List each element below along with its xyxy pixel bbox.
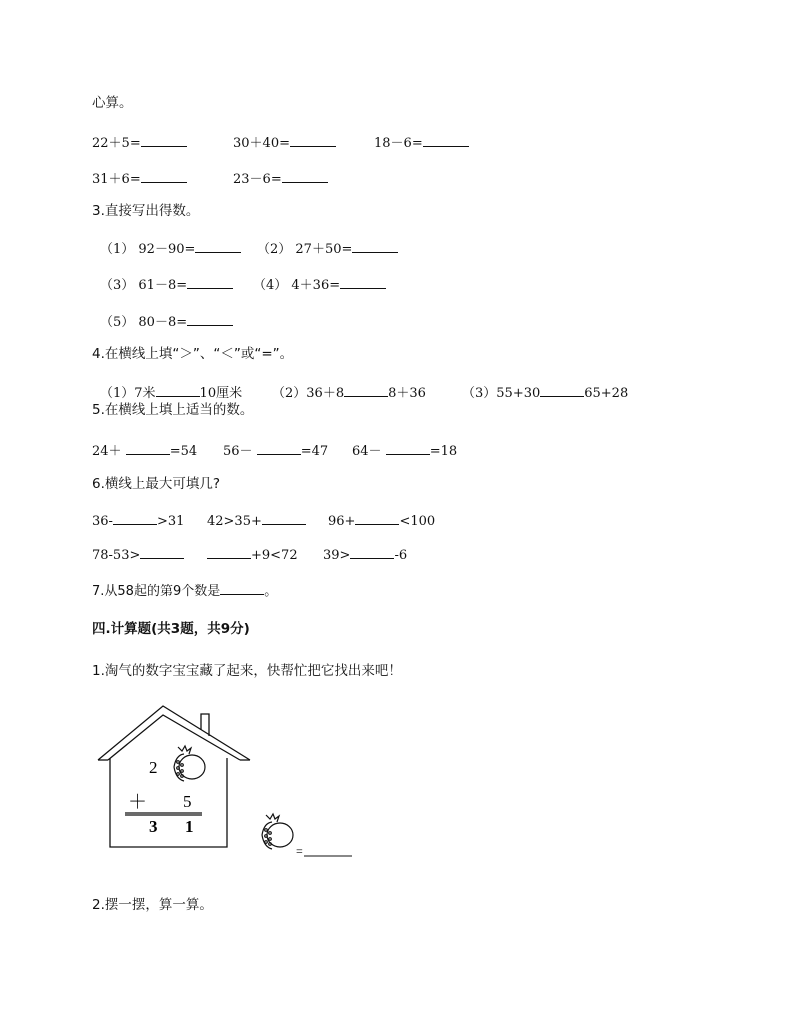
intro-text: 心算。 bbox=[92, 95, 133, 111]
q7-line: 7.从58起的第9个数是 。 bbox=[92, 584, 278, 599]
answer-blank[interactable] bbox=[126, 442, 170, 455]
mental-item: 30＋40= bbox=[233, 132, 336, 151]
answer-blank[interactable] bbox=[220, 582, 264, 595]
answer-blank[interactable] bbox=[262, 512, 306, 525]
answer-blank[interactable] bbox=[355, 512, 399, 525]
answer-blank[interactable] bbox=[141, 170, 187, 183]
mental-item: 22＋5= bbox=[92, 132, 187, 151]
house-illustration bbox=[90, 704, 370, 864]
q5-item: 24＋ =54 bbox=[92, 444, 198, 459]
answer-blank[interactable] bbox=[290, 134, 336, 147]
answer-blank[interactable] bbox=[187, 313, 233, 326]
equals-sign: = bbox=[296, 844, 303, 858]
q5-item: 56－ =47 bbox=[223, 444, 329, 459]
q3-item: （3） 61－8= bbox=[100, 274, 233, 293]
mental-item: 31＋6= bbox=[92, 168, 187, 187]
q6-item: 36- >31 bbox=[92, 514, 185, 529]
q6-item: 42>35+ bbox=[207, 512, 306, 529]
answer-blank[interactable] bbox=[187, 276, 233, 289]
mental-item: 18－6= bbox=[374, 132, 469, 151]
answer-blank[interactable] bbox=[113, 512, 157, 525]
q3-item: （2） 27＋50= bbox=[257, 238, 398, 257]
answer-blank[interactable] bbox=[195, 240, 241, 253]
answer-blank[interactable] bbox=[141, 134, 187, 147]
answer-blank[interactable] bbox=[340, 276, 386, 289]
house-result-ones: 1 bbox=[185, 817, 194, 836]
answer-blank[interactable] bbox=[207, 546, 251, 559]
q3-title: 3.直接写出得数。 bbox=[92, 203, 200, 219]
house-result-tens: 3 bbox=[149, 817, 158, 836]
q6-title: 6.横线上最大可填几? bbox=[92, 476, 221, 492]
q4-item: （3）55+30 65+28 bbox=[462, 386, 629, 401]
pomegranate-icon bbox=[262, 814, 293, 849]
answer-blank[interactable] bbox=[140, 546, 184, 559]
section-heading: 四.计算题(共3题，共9分) bbox=[92, 621, 250, 637]
q6-item: +9<72 bbox=[207, 546, 298, 563]
answer-blank[interactable] bbox=[352, 240, 398, 253]
q6-item: 96+ <100 bbox=[328, 514, 436, 529]
q6-item: 78-53> bbox=[92, 546, 184, 563]
answer-blank[interactable] bbox=[540, 384, 584, 397]
answer-blank[interactable] bbox=[257, 442, 301, 455]
answer-blank[interactable] bbox=[156, 384, 200, 397]
house-right-digit: 5 bbox=[183, 792, 192, 811]
q5-item: 64－ =18 bbox=[352, 444, 458, 459]
q4-item: （2）36＋8 8＋36 bbox=[272, 386, 426, 401]
calc1-title: 1.淘气的数字宝宝藏了起来，快帮忙把它找出来吧！ bbox=[92, 663, 402, 679]
answer-blank[interactable] bbox=[282, 170, 328, 183]
answer-blank[interactable] bbox=[423, 134, 469, 147]
calc2-title: 2.摆一摆，算一算。 bbox=[92, 897, 213, 913]
q6-item: 39> -6 bbox=[323, 548, 408, 563]
q4-item: （1）7米 10厘米 bbox=[100, 386, 243, 401]
answer-blank[interactable] bbox=[344, 384, 388, 397]
mental-item: 23－6= bbox=[233, 168, 328, 187]
answer-blank[interactable] bbox=[386, 442, 430, 455]
answer-blank[interactable] bbox=[350, 546, 394, 559]
house-plus-sign: ＋ bbox=[128, 792, 148, 813]
house-top-digit: 2 bbox=[149, 758, 158, 777]
q3-item: （1） 92－90= bbox=[100, 238, 241, 257]
q4-title: 4.在横线上填“＞”、“＜”或“=”。 bbox=[92, 346, 294, 362]
q5-title: 5.在横线上填上适当的数。 bbox=[92, 402, 254, 418]
q3-item: （4） 4＋36= bbox=[253, 274, 386, 293]
q3-item: （5） 80－8= bbox=[100, 311, 233, 330]
pomegranate-icon bbox=[174, 746, 205, 781]
